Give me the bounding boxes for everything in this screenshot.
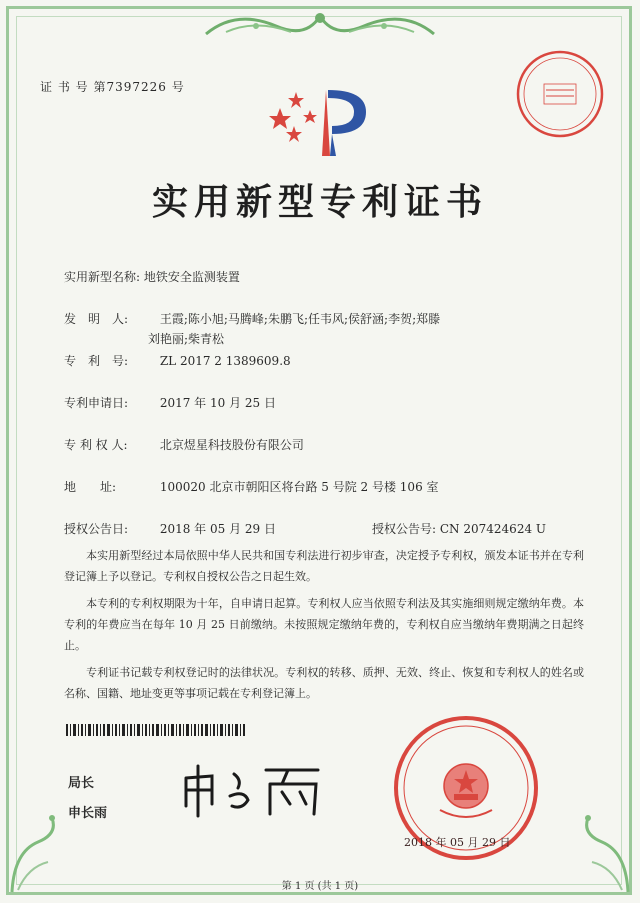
inventor-label: 发 明 人: bbox=[64, 312, 129, 326]
inventors bbox=[64, 310, 440, 327]
patent-no-label: 专 利 号: bbox=[64, 354, 129, 368]
app-date-value: 2017 年 10 月 25 日 bbox=[159, 396, 276, 410]
patentee bbox=[64, 436, 304, 453]
announce-date-label: 授权公告日: bbox=[64, 522, 129, 536]
director-title: 局长 bbox=[68, 776, 95, 791]
application-date bbox=[64, 394, 276, 411]
top-ornament bbox=[196, 4, 444, 44]
certificate-body bbox=[64, 545, 584, 710]
document-title: 实用新型专利证书 bbox=[151, 181, 488, 223]
body-paragraph-2: 本专利的专利权期限为十年，自申请日起算。专利权人应当依照专利法及其实施细则规定缴纳年费。本专利的年费应当在每年 10 月 25 日前缴纳。未按照规定缴纳年费的，专利权自应当缴纳年费期满之日起终止。 bbox=[64, 597, 584, 652]
body-paragraph-1: 本实用新型经过本局依照中华人民共和国专利法进行初步审查，决定授予专利权，颁发本证书并在专利登记簿上予以登记。专利权自授权公告之日起生效。 bbox=[64, 549, 584, 583]
announcement-date bbox=[64, 520, 276, 537]
barcode bbox=[66, 724, 246, 736]
patent-office-logo bbox=[266, 80, 376, 160]
name-label: 实用新型名称: bbox=[64, 270, 141, 284]
announce-no-label: 授权公告号: bbox=[372, 522, 437, 536]
handwritten-signature bbox=[178, 760, 328, 820]
name-value: 地铁安全监测装置 bbox=[143, 270, 240, 284]
agency-seal bbox=[514, 48, 606, 140]
page-footer: 第 1 页 (共 1 页) bbox=[281, 881, 359, 892]
patent-no-value: ZL 2017 2 1389609.8 bbox=[159, 354, 291, 368]
announcement-number bbox=[372, 520, 546, 537]
announce-no-value: CN 207424624 U bbox=[439, 522, 547, 536]
inventor-line-1: 王霞;陈小旭;马腾峰;朱鹏飞;任韦风;侯舒涵;李贺;郑滕 bbox=[159, 312, 441, 326]
body-paragraph-3: 专利证书记载专利权登记时的法律状况。专利权的转移、质押、无效、终止、恢复和专利权人的姓名或名称、国籍、地址变更等事项记载在专利登记簿上。 bbox=[64, 666, 584, 700]
certificate-number: 证 书 号 第7397226 号 bbox=[40, 80, 185, 94]
owner-label: 专 利 权 人: bbox=[64, 438, 128, 452]
utility-model-name bbox=[64, 268, 240, 285]
address-label: 地 址: bbox=[64, 480, 117, 494]
owner-value: 北京煜星科技股份有限公司 bbox=[159, 438, 304, 452]
director-name: 申长雨 bbox=[68, 806, 108, 821]
seal-date: 2018 年 05 月 29 日 bbox=[404, 836, 511, 849]
inventor-line-2: 刘艳丽;柴青松 bbox=[148, 332, 225, 346]
patent-number bbox=[64, 352, 291, 369]
address bbox=[64, 478, 439, 495]
announce-date-value: 2018 年 05 月 29 日 bbox=[159, 522, 276, 536]
app-date-label: 专利申请日: bbox=[64, 396, 129, 410]
address-value: 100020 北京市朝阳区将台路 5 号院 2 号楼 106 室 bbox=[159, 480, 439, 494]
